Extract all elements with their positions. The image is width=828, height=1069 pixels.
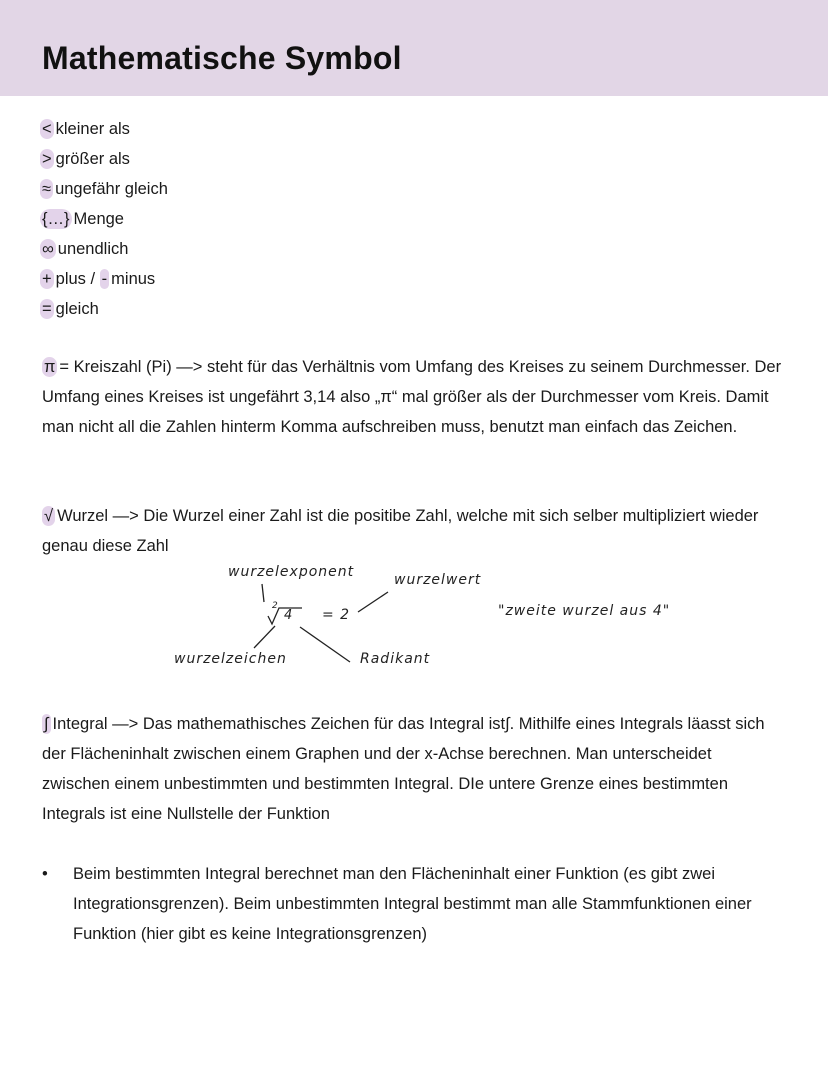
wurzelwert-label: wurzelwert	[394, 572, 482, 588]
symbol-label: gleich	[55, 300, 99, 318]
symbol-label: plus /	[55, 270, 96, 288]
exponent-pointer-line	[262, 584, 264, 602]
radikant-pointer-line	[300, 627, 350, 662]
symbol-highlight: {…}	[42, 210, 70, 228]
list-item: Beim bestimmten Integral berechnet man den Flächeninhalt einer Funktion (es gibt zwei Integrationsgrenzen). Beim unbestimmten Integral bestimmt man alle Stammfunktionen einer Funktion (hier gibt es keine Integrationsgrenzen)	[73, 865, 752, 943]
wurzelzeichen-label: wurzelzeichen	[174, 651, 287, 667]
bullet-list	[42, 859, 782, 949]
root-equation: = 2	[322, 607, 351, 623]
symbol-label: minus	[111, 270, 156, 288]
root-text: Wurzel —> Die Wurzel einer Zahl ist die positibe Zahl, welche mit sich selber multipliziert wieder genau diese Zahl	[42, 507, 759, 555]
symbol-label: kleiner als	[55, 120, 130, 138]
wurzelexponent-label: wurzelexponent	[228, 564, 355, 580]
symbol-label: Menge	[73, 210, 124, 228]
root-symbol-highlight: √	[44, 507, 54, 525]
symbol-highlight: =	[42, 300, 52, 318]
integral-symbol-highlight: ∫	[44, 715, 49, 733]
radikant-label: Radikant	[360, 651, 431, 667]
symbol-label: größer als	[55, 150, 130, 168]
root-radicand: 4	[284, 608, 294, 623]
wurzelwert-pointer-line	[358, 592, 388, 612]
bullet-marker: •	[42, 865, 48, 883]
pi-symbol-highlight: π	[44, 358, 56, 376]
symbol-highlight: ≈	[42, 180, 52, 198]
page-title: Mathematische Symbol	[42, 40, 402, 76]
root-reading-label: "zweite wurzel aus 4"	[498, 603, 671, 619]
symbol-label: unendlich	[57, 240, 129, 258]
symbol-highlight: ∞	[42, 240, 54, 258]
symbol-highlight: <	[42, 120, 52, 138]
wurzelzeichen-pointer-line	[254, 626, 275, 648]
symbol-highlight: +	[42, 270, 52, 288]
symbol-label: ungefähr gleich	[55, 180, 168, 198]
symbol-highlight: >	[42, 150, 52, 168]
integral-text: Integral —> Das mathemathisches Zeichen für das Integral ist∫. Mithilfe eines Integrals läasst sich der Flächeninhalt zwischen einem Graphen und der x-Achse berechnen. Man unterscheidet zwischen einem unbestimmten und bestimmten Integral. DIe untere Grenze eines bestimmten Integrals ist eine Nullstelle der Funktion	[42, 715, 765, 823]
pi-text: = Kreiszahl (Pi) —> steht für das Verhältnis vom Umfang des Kreises zu seinem Durchmesser. Der Umfang eines Kreises ist ungefährt 3,14 also „π“ mal größer als der Durchmesser vom Kreis. Damit man nicht all die Zahlen hinterm Komma aufschreiben muss, benutzt man einfach das Zeichen.	[42, 358, 782, 436]
root-exponent: 2	[272, 601, 279, 611]
symbol-highlight: -	[101, 270, 108, 288]
integral-paragraph	[42, 709, 782, 829]
